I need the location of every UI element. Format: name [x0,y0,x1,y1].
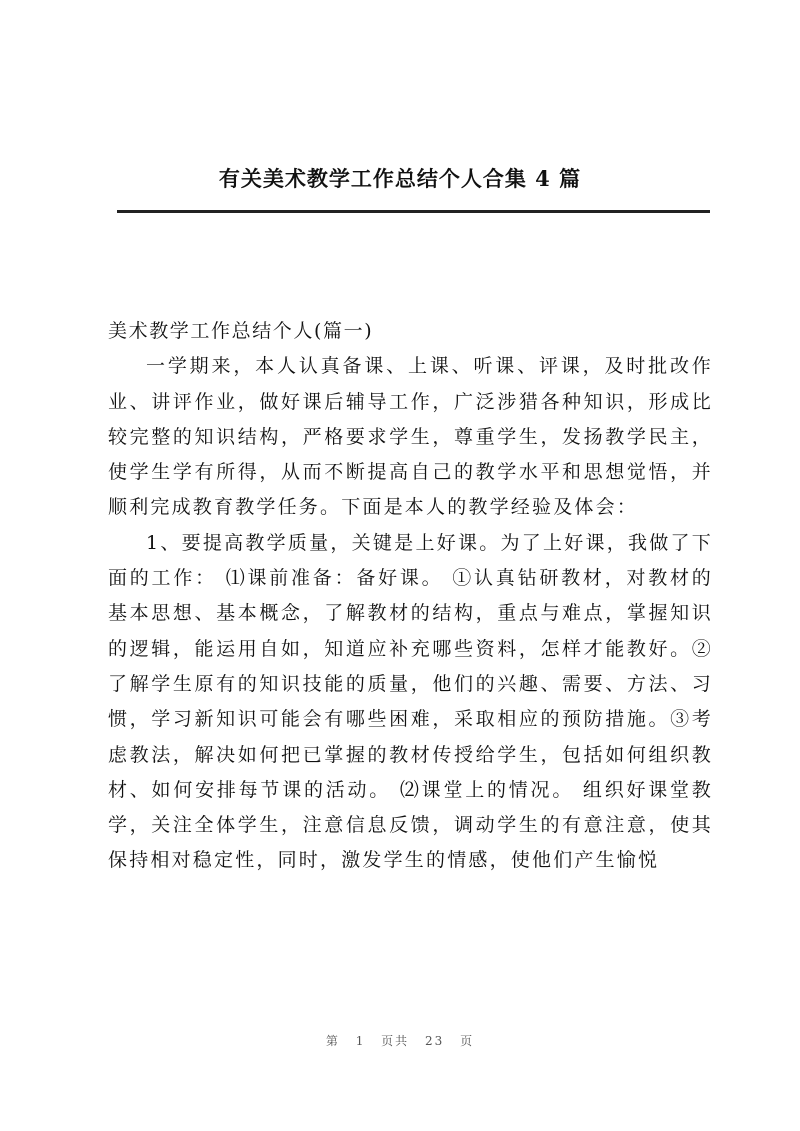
document-body [108,314,713,879]
footer-page-end: 页 [460,1034,475,1048]
footer-page-mid: 页共 [381,1034,410,1048]
document-title: 有关美术教学工作总结个人合集 4 篇 [218,166,582,191]
footer-total-pages: 23 [425,1034,445,1048]
title-divider [117,210,710,213]
section-heading: 美术教学工作总结个人(篇一) [108,320,374,342]
paragraph-intro: 一学期来，本人认真备课、上课、听课、评课，及时批改作业、讲评作业，做好课后辅导工作，广泛涉猎各种知识，形成比较完整的知识结构，严格要求学生，尊重学生，发扬教学民主，使学生学有所得，从而不断提高自己的教学水平和思想觉悟，并顺利完成教育教学任务。下面是本人的教学经验及体会： [108,355,713,519]
footer-page-label: 第 [325,1034,340,1048]
page-footer [0,1032,800,1049]
paragraph-point-1: 1、要提高教学质量，关键是上好课。为了上好课，我做了下面的工作： ⑴课前准备：备好课。 ①认真钻研教材，对教材的基本思想、基本概念，了解教材的结构，重点与难点，掌握知识的逻辑，能运用自如，知道应补充哪些资料，怎样才能教好。②了解学生原有的知识技能的质量，他们的兴趣、需要、方法、习惯，学习新知识可能会有哪些困难，采取相应的预防措施。③考虑教法，解决如何把已掌握的教材传授给学生，包括如何组织教材、如何安排每节课的活动。 ⑵课堂上的情况。 组织好课堂教学，关注全体学生，注意信息反馈，调动学生的有意注意，使其保持相对稳定性，同时，激发学生的情感，使他们产生愉悦 [108,531,713,872]
footer-current-page: 1 [355,1034,366,1048]
